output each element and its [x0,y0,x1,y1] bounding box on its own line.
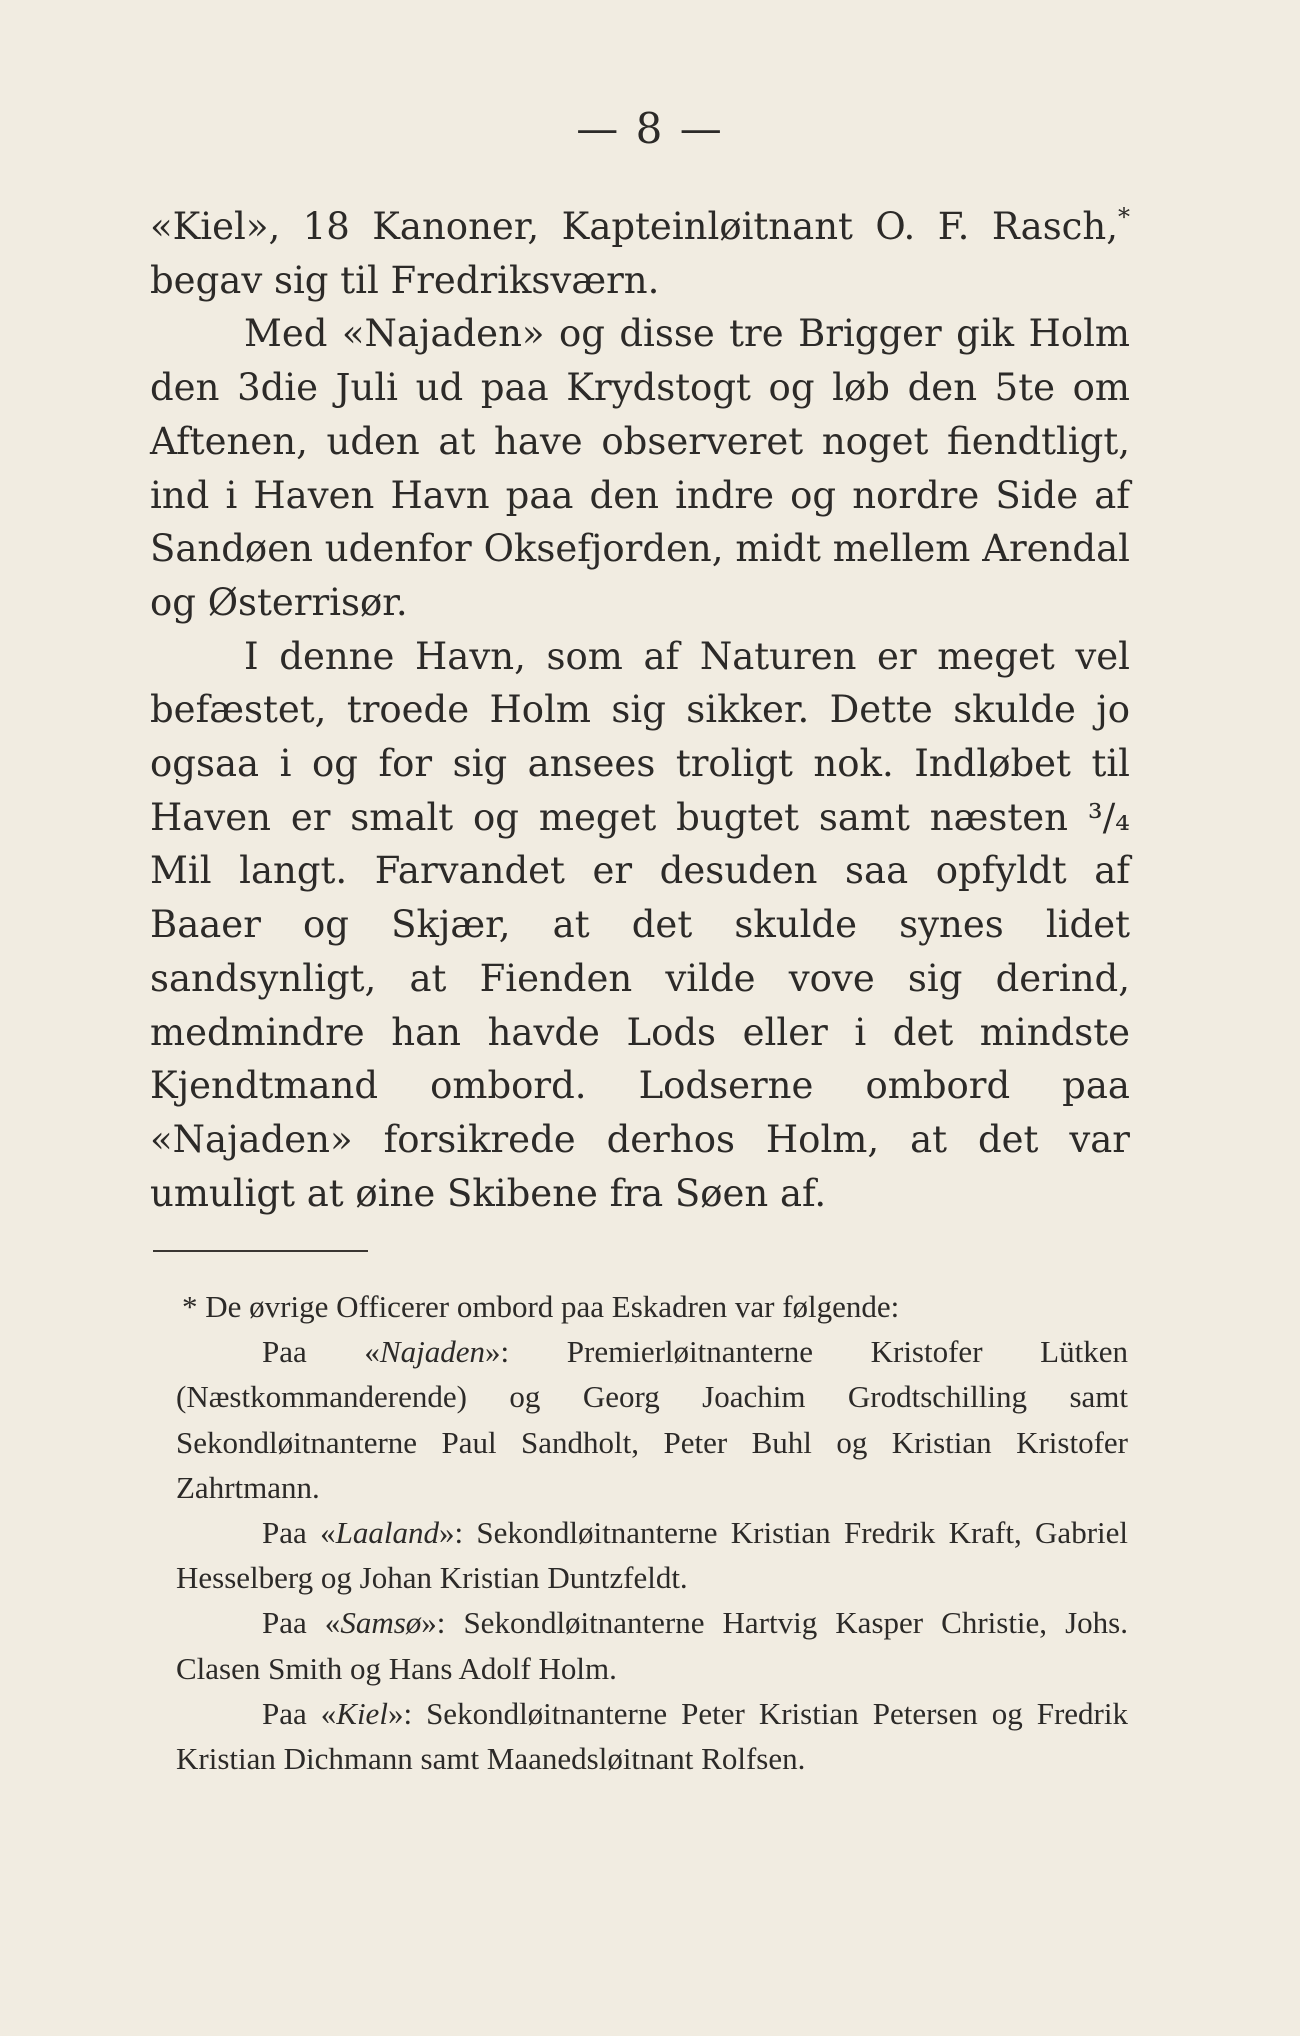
main-text [150,200,1130,1220]
footnote-entry-najaden: Paa «Najaden»: Premierløitnanterne Kristofer Lütken (Næstkommanderende) og Georg Joachim Grodtschilling samt Sekondløitnanterne Paul Sandholt, Peter Buhl og Kristian Kristofer Zahrtmann. [176,1334,1128,1505]
paragraph-2: Med «Najaden» og disse tre Brigger gik Holm den 3die Juli ud paa Krydstogt og løb den 5te om Aftenen, uden at have observeret noget fiendtligt, ind i Haven Havn paa den indre og nordre Side af Sandøen udenfor Oksefjorden, midt mellem Arendal og Østerrisør. [150,312,1130,624]
paragraph-1-text: «Kiel», 18 Kanoner, Kapteinløitnant O. F. Rasch, [150,205,1118,248]
paragraph-1 [150,200,1130,307]
ship-name: Laaland [335,1515,439,1551]
footnote-intro: * De øvrige Officerer ombord paa Eskadren var følgende: [182,1289,900,1324]
paragraph-3: I denne Havn, som af Naturen er meget vel befæstet, troede Holm sig sikker. Dette skulde jo ogsaa i og for sig ansees troligt nok. Indløbet til Haven er smalt og meget bugtet samt næsten ³/₄ Mil langt. Farvandet er desuden saa opfyldt af Baaer og Skjær, at det skulde synes lidet sandsynligt, at Fienden vilde vove sig derind, medmindre han havde Lods eller i det mindste Kjendtmand ombord. Lodserne ombord paa «Najaden» forsikrede derhos Holm, at det var umuligt at øine Skibene fra Søen af. [150,634,1130,1215]
footnote-divider [153,1250,368,1252]
paragraph-1-rest: begav sig til Fredriksværn. [150,258,660,302]
footnote-entry-laaland: Paa «Laaland»: Sekondløitnanterne Kristian Fredrik Kraft, Gabriel Hesselberg og Johan Kristian Duntzfeldt. [176,1515,1128,1596]
footnotes [176,1284,1128,1781]
ship-name: Najaden [379,1334,485,1370]
ship-name: Kiel [336,1695,388,1731]
ship-name: Samsø [340,1605,422,1641]
footnote-entry-samso: Paa «Samsø»: Sekondløitnanterne Hartvig Kasper Christie, Johs. Clasen Smith og Hans Adolf Holm. [176,1605,1128,1686]
footnote-entry-kiel: Paa «Kiel»: Sekondløitnanterne Peter Kristian Petersen og Fredrik Kristian Dichmann samt Maanedsløitnant Rolfsen. [176,1695,1128,1777]
footnote-marker: * [1118,203,1130,231]
page-number: — 8 — [576,104,724,153]
